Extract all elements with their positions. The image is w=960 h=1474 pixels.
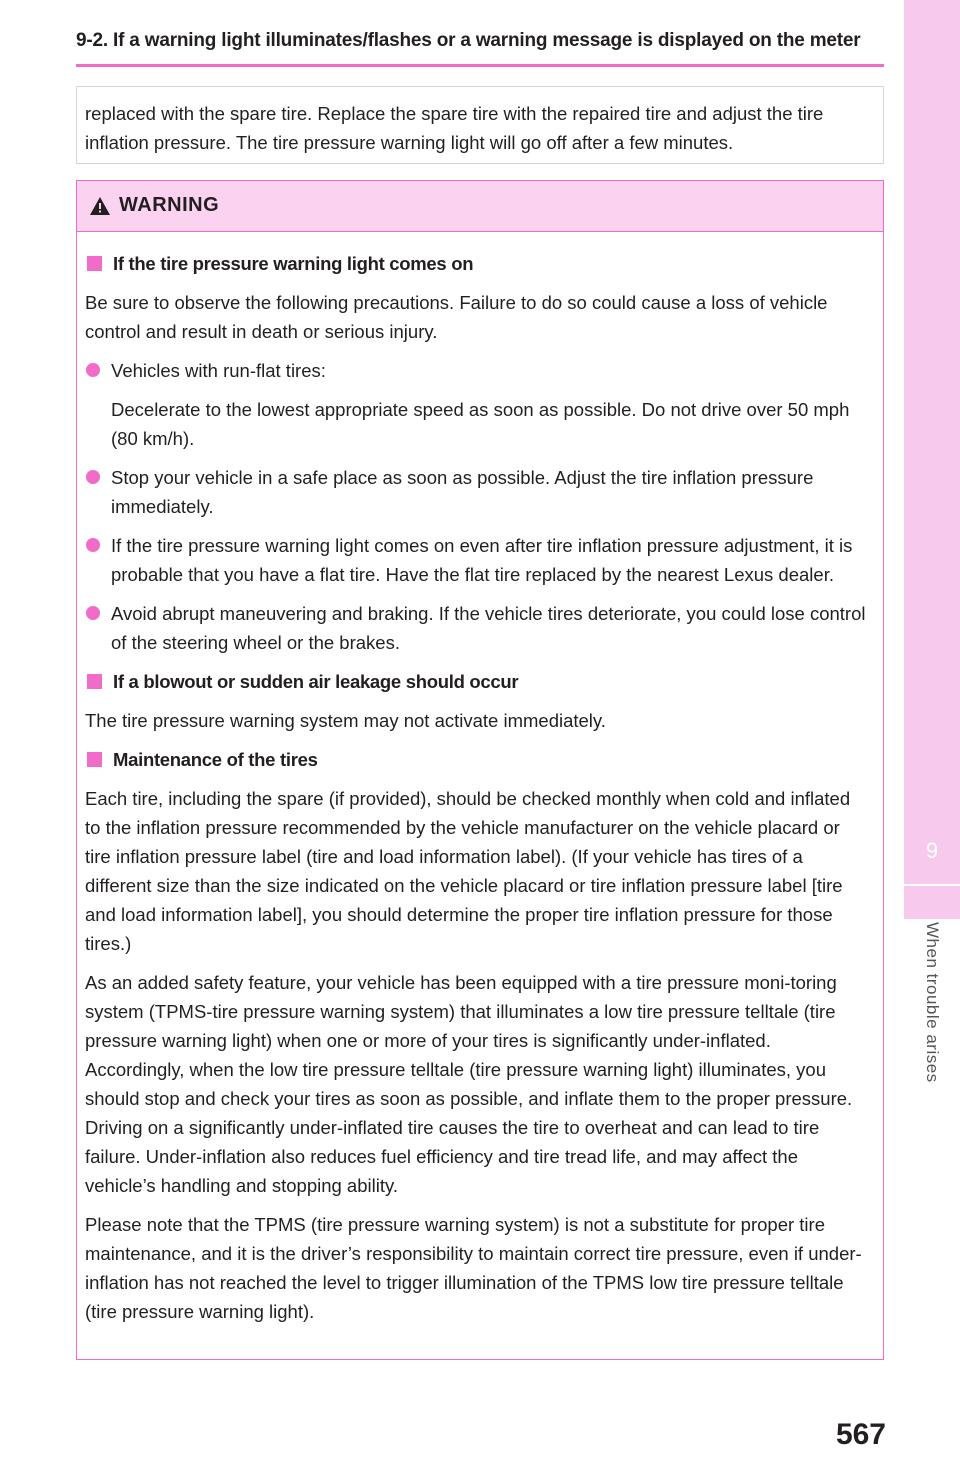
section-heading: If a blowout or sudden air leakage should occur — [85, 667, 869, 696]
square-bullet-icon — [87, 752, 102, 767]
warning-triangle-icon — [90, 197, 110, 215]
bullet-subtext: Decelerate to the lowest appropriate speed as soon as possible. Do not drive over 50 mph (80 km/h). — [111, 399, 850, 449]
paragraph: Please note that the TPMS (tire pressure warning system) is not a substitute for proper tire maintenance, and it is the driver’s responsibility to maintain correct tire pressure, even if under-inflation has not reached the level to trigger illumination of the TPMS low tire pressure telltale (tire pressure warning light). — [85, 1214, 862, 1322]
square-bullet-icon — [87, 256, 102, 271]
bullet-item: Vehicles with run-flat tires: Decelerate to the lowest appropriate speed as soon as possible. Do not drive over 50 mph (80 km/h). — [85, 356, 869, 453]
warning-title: WARNING — [119, 194, 220, 216]
chapter-label: When trouble arises — [923, 922, 942, 1083]
continuation-box — [76, 86, 884, 164]
circle-bullet-icon — [86, 363, 100, 377]
chapter-label-wrap — [904, 922, 960, 1322]
section-heading: Maintenance of the tires — [85, 745, 869, 774]
warning-header — [77, 181, 883, 232]
circle-bullet-icon — [86, 606, 100, 620]
paragraph: Each tire, including the spare (if provided), should be checked monthly when cold and inflated to the inflation pressure recommended by the vehicle manufacturer on the vehicle placard or tire inflation pressure label (tire and load information label). (If your vehicle has tires of a different size than the size indicated on the vehicle placard or tire inflation pressure label [tire and load information label], you should determine the proper tire inflation pressure for those tires.) — [85, 788, 851, 954]
bullet-item: Stop your vehicle in a safe place as soon as possible. Adjust the tire inflation pressure immediately. — [85, 463, 869, 521]
page-header: 9-2. If a warning light illuminates/flashes or a warning message is displayed on the meter — [76, 30, 861, 51]
warning-box — [76, 180, 884, 1360]
circle-bullet-icon — [86, 470, 100, 484]
bullet-item: If the tire pressure warning light comes on even after tire inflation pressure adjustment, it is probable that you have a flat tire. Have the flat tire replaced by the nearest Lexus dealer. — [85, 531, 869, 589]
paragraph: Be sure to observe the following precautions. Failure to do so could cause a loss of vehicle control and result in death or serious injury. — [85, 292, 828, 342]
square-bullet-icon — [87, 674, 102, 689]
header-rule — [76, 64, 884, 67]
circle-bullet-icon — [86, 538, 100, 552]
bullet-item: Avoid abrupt maneuvering and braking. If the vehicle tires deteriorate, you could lose control of the steering wheel or the brakes. — [85, 599, 869, 657]
chapter-number: 9 — [925, 838, 939, 863]
section-heading: If the tire pressure warning light comes on — [85, 249, 869, 278]
paragraph: As an added safety feature, your vehicle has been equipped with a tire pressure moni-toring system (TPMS-tire pressure warning system) that illuminates a low tire pressure telltale (tire pressure warning light) when one or more of your tires is significantly under-inflated. Accordingly, when the low tire pressure telltale (tire pressure warning light) illuminates, you should stop and check your tires as soon as possible, and inflate them to the proper pressure. Driving on a significantly under-inflated tire causes the tire to overheat and can lead to tire failure. Under-inflation also reduces fuel efficiency and tire tread life, and may affect the vehicle’s handling and stopping ability. — [85, 972, 853, 1196]
page-number: 567 — [835, 1418, 886, 1451]
warning-body — [77, 231, 883, 1336]
paragraph: The tire pressure warning system may not activate immediately. — [85, 710, 606, 731]
continuation-text: replaced with the spare tire. Replace the spare tire with the repaired tire and adjust the tire inflation pressure. The tire pressure warning light will go off after a few minutes. — [85, 103, 824, 153]
